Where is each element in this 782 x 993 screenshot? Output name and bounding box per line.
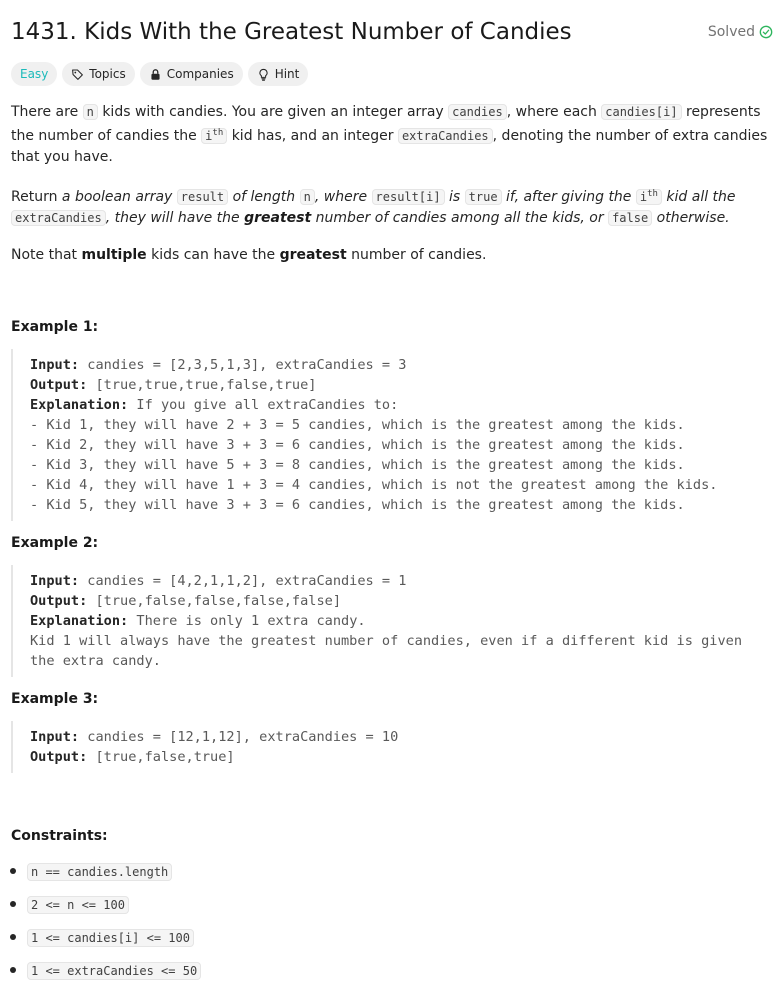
input-value: candies = [2,3,5,1,3], extraCandies = 3 (79, 357, 407, 373)
output-value: [true,false,false,false,false] (87, 593, 342, 609)
title-row (11, 0, 771, 64)
constraint-code: 1 <= candies[i] <= 100 (27, 929, 194, 947)
inline-code: false (608, 210, 652, 226)
bold-text: greatest (279, 247, 347, 263)
inline-code: candies (448, 104, 507, 120)
output-label: Output: (30, 593, 88, 609)
text: number of candies. (346, 247, 487, 263)
inline-code: candies[i] (601, 104, 681, 120)
italic-text: if, after giving the (501, 189, 636, 205)
output-value: [true,true,true,false,true] (87, 377, 317, 393)
output-value: [true,false,true] (87, 749, 235, 765)
input-label: Input: (30, 357, 80, 373)
companies-button[interactable] (140, 62, 243, 86)
text: Note that (11, 247, 82, 263)
constraints-heading: Constraints: (11, 828, 108, 844)
topics-button[interactable] (62, 62, 134, 86)
explanation-label: Explanation: (30, 613, 129, 629)
text: There are (11, 104, 83, 120)
italic-text: is (444, 189, 465, 205)
superscript: th (212, 128, 224, 138)
text: Return (11, 189, 62, 205)
tag-icon (71, 68, 84, 81)
inline-code: n (300, 189, 315, 205)
constraint-code: n == candies.length (27, 863, 172, 881)
example-1-heading: Example 1: (11, 319, 99, 335)
topics-label: Topics (89, 67, 126, 81)
text: , denoting the number of extra candies that you have. (11, 128, 768, 165)
inline-code: result[i] (372, 189, 445, 205)
output-label: Output: (30, 749, 88, 765)
code-text: i (639, 190, 648, 204)
lock-icon (149, 68, 162, 81)
text: kids with candies. You are given an integer array (97, 104, 449, 120)
inline-code: result (177, 189, 228, 205)
problem-title[interactable]: 1431. Kids With the Greatest Number of Candies (11, 19, 572, 45)
italic-text: of length (228, 189, 300, 205)
example-3-heading: Example 3: (11, 691, 99, 707)
bold-text: greatest (244, 210, 312, 226)
italic-text: , where (314, 189, 372, 205)
text: kids can have the (146, 247, 280, 263)
inline-code: extraCandies (11, 210, 106, 226)
lightbulb-icon (257, 68, 270, 81)
constraint-code: 2 <= n <= 100 (27, 896, 129, 914)
input-value: candies = [12,1,12], extraCandies = 10 (79, 729, 399, 745)
explanation-text: There is only 1 extra candy. Kid 1 will always have the greatest number of candies, even if a different kid is given the extra candy. (30, 613, 743, 669)
companies-label: Companies (166, 67, 234, 81)
inline-code: extraCandies (398, 128, 493, 144)
difficulty-label: Easy (20, 67, 49, 81)
example-2-heading: Example 2: (11, 535, 99, 551)
explanation-label: Explanation: (30, 397, 129, 413)
description-paragraph-1 (11, 102, 771, 168)
example-1-block (11, 349, 771, 521)
solved-status (708, 24, 773, 40)
constraint-item (11, 861, 771, 894)
constraints-list (11, 861, 771, 993)
solved-label: Solved (707, 24, 755, 40)
input-label: Input: (30, 573, 80, 589)
input-label: Input: (30, 729, 80, 745)
italic-text: a boolean array (61, 189, 177, 205)
output-label: Output: (30, 377, 88, 393)
inline-code (636, 189, 662, 205)
superscript: th (647, 189, 658, 199)
hint-button[interactable] (248, 62, 309, 86)
italic-text: kid all the (661, 189, 736, 205)
hint-label: Hint (274, 67, 300, 81)
italic-text: , they will have the (105, 210, 245, 226)
constraint-item (11, 927, 771, 960)
example-3-block (11, 721, 771, 773)
italic-text: otherwise. (652, 210, 730, 226)
description-paragraph-2 (11, 184, 771, 229)
text: represents the number of candies the (11, 104, 761, 144)
italic-text: number of candies among all the kids, or (311, 210, 609, 226)
inline-code (201, 128, 227, 144)
example-2-block (11, 565, 771, 677)
code-text: i (205, 129, 213, 143)
tag-row (11, 62, 771, 86)
difficulty-badge (11, 62, 57, 86)
input-value: candies = [4,2,1,1,2], extraCandies = 1 (79, 573, 407, 589)
inline-code: n (83, 104, 98, 120)
constraint-item (11, 960, 771, 993)
description-paragraph-3 (11, 245, 771, 266)
text: kid has, and an integer (227, 128, 398, 144)
check-circle-icon (759, 25, 773, 39)
text: , where each (506, 104, 602, 120)
explanation-text: If you give all extraCandies to: - Kid 1, they will have 2 + 3 = 5 candies, which is the greatest among the kids. - Kid 2, they will have 3 + 3 = 6 candies, which is the greatest among the kids. - Kid 3, they will have 5 + 3 = 8 candies, which is the greatest among the kids. - Kid 4, they will have 1 + 3 = 4 candies, which is not the greatest among the kids. - Kid 5, they will have 3 + 3 = 6 candies, which is the greatest among the kids. (30, 397, 718, 513)
constraint-item (11, 894, 771, 927)
constraint-code: 1 <= extraCandies <= 50 (27, 962, 201, 980)
bold-text: multiple (81, 247, 147, 263)
inline-code: true (465, 189, 502, 205)
